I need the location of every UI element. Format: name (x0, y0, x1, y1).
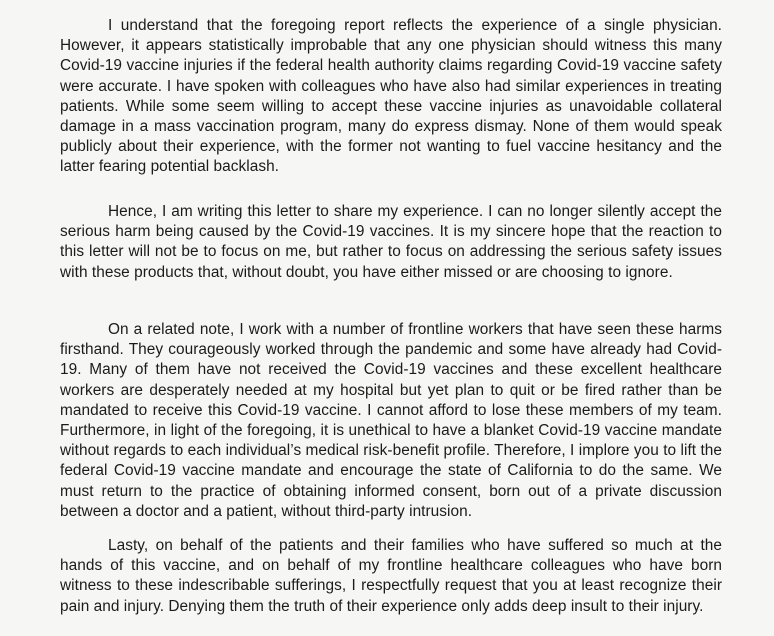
paragraph-single-physician: I understand that the foregoing report reflects the experience of a single physician. However, it appears statistically improbable that any one physician should witness this many Covid-19 vaccine injuries if the federal health authority claims regarding Covid-19 vaccine safety were accurate. I have spoken with colleagues who have also had similar experiences in treating patients. While some seem willing to accept these vaccine injuries as unavoidable collateral damage in a mass vaccination program, many do express dismay. None of them would speak publicly about their experience, with the former not wanting to fuel vaccine hesitancy and the latter fearing potential backlash. (60, 17, 722, 176)
paragraph-frontline-workers: On a related note, I work with a number of frontline workers that have seen these harms firsthand. They courageously worked through the pandemic and some have already had Covid-19. Many of them have not received the Covid-19 vaccines and these excellent healthcare workers are desperately needed at my hospital but yet plan to quit or be fired rather than be mandated to receive this Covid-19 vaccine. I cannot afford to lose these members of my team. Furthermore, in light of the foregoing, it is unethical to have a blanket Covid-19 vaccine mandate without regards to each individual’s medical risk-benefit profile. Therefore, I implore you to lift the federal Covid-19 vaccine mandate and encourage the state of California to do the same. We must return to the practice of obtaining informed consent, born out of a private discussion between a doctor and a patient, without third-party intrusion. (60, 321, 722, 520)
paragraph-purpose-of-letter: Hence, I am writing this letter to share my experience. I can no longer silently accept the serious harm being caused by the Covid-19 vaccines. It is my sincere hope that the reaction to this letter will not be to focus on me, but rather to focus on addressing the serious safety issues with these products that, without doubt, you have either missed or are choosing to ignore. (60, 203, 722, 281)
paragraph-closing-request: Lasty, on behalf of the patients and their families who have suffered so much at the hands of this vaccine, and on behalf of my frontline healthcare colleagues who have born witness to these indescribable sufferings, I respectfully request that you at least recognize their pain and injury. Denying them the truth of their experience only adds deep insult to their injury. (60, 537, 722, 615)
